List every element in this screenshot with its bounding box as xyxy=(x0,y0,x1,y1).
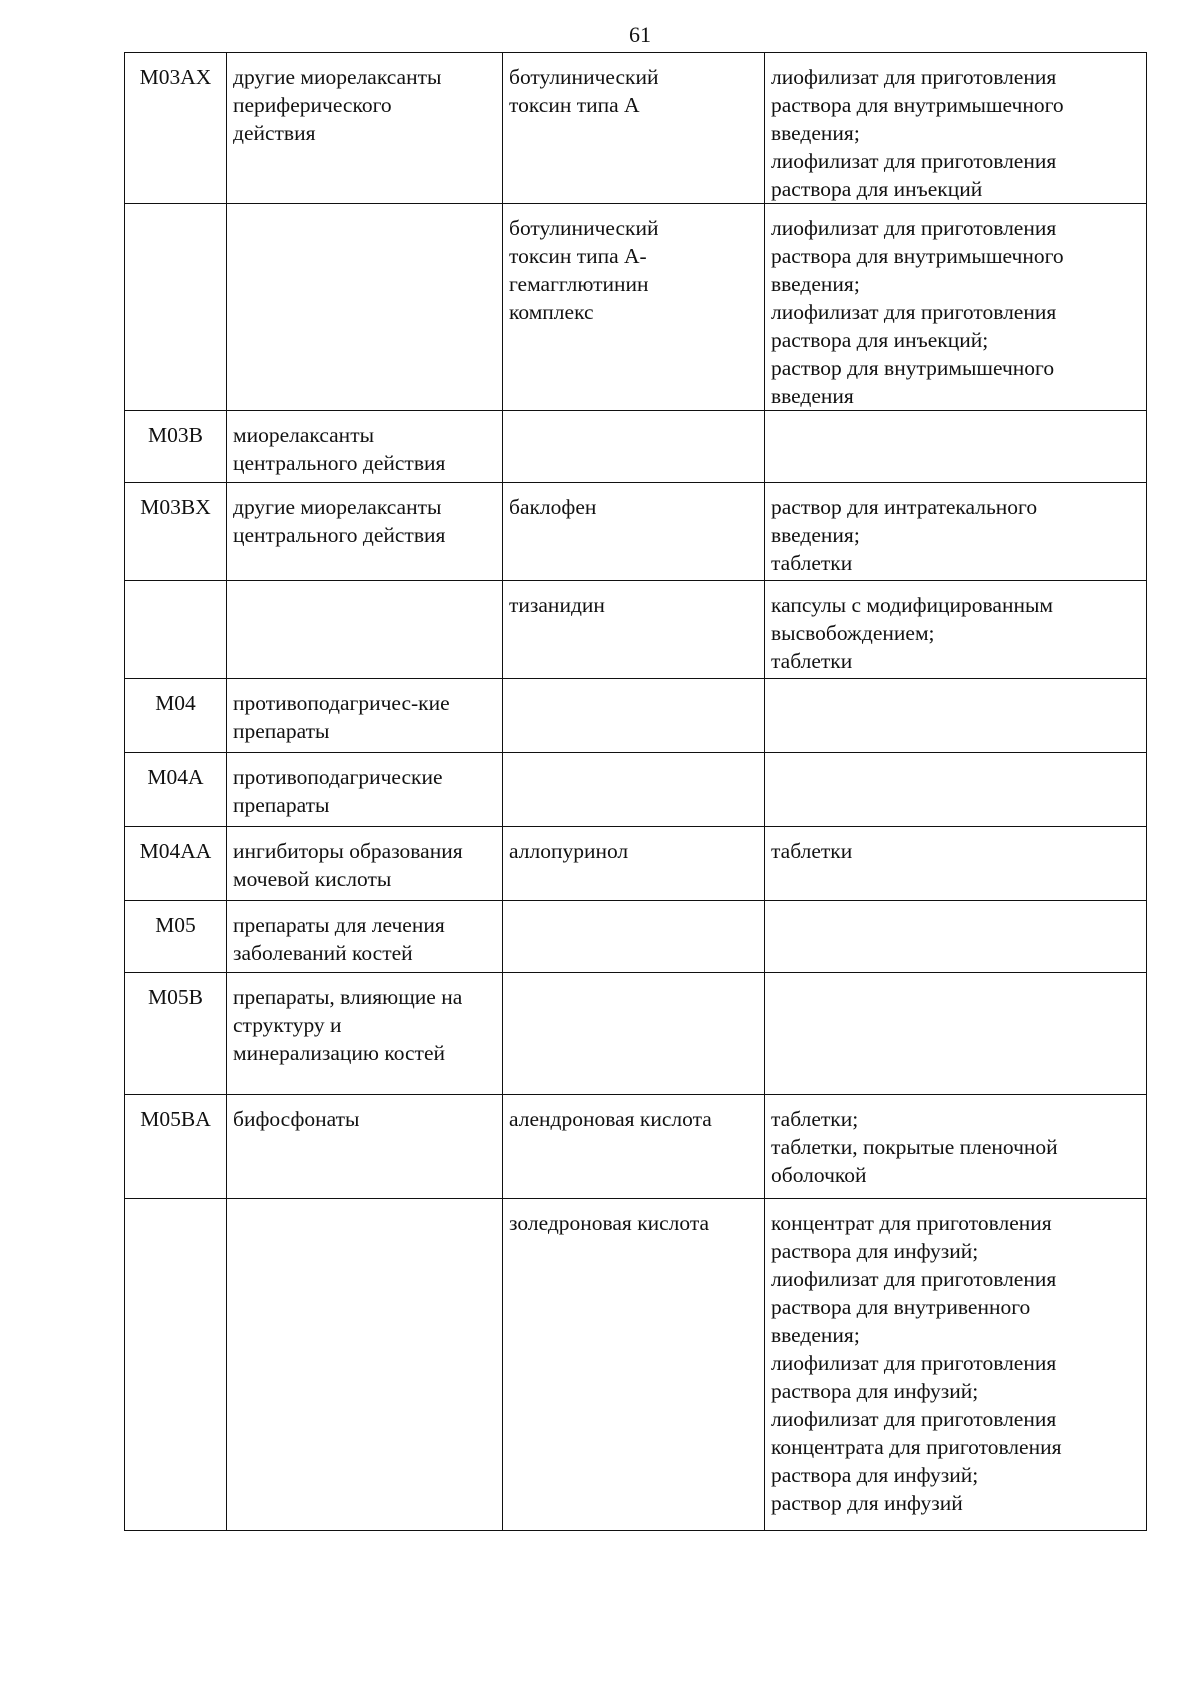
atc-code-cell: M03AX xyxy=(125,53,227,204)
drug-cell: аллопуринол xyxy=(503,827,765,901)
atc-code-cell: M04AA xyxy=(125,827,227,901)
drug-cell xyxy=(503,973,765,1095)
table-row xyxy=(125,679,1147,753)
group-cell: миорелаксанты центрального действия xyxy=(227,411,503,483)
group-cell: противоподагричес-кие препараты xyxy=(227,679,503,753)
table-row xyxy=(125,901,1147,973)
dosage-form-cell xyxy=(765,411,1147,483)
atc-code-cell: M03BX xyxy=(125,483,227,581)
drug-cell xyxy=(503,411,765,483)
dosage-form-cell: капсулы с модифицированным высвобождением; таблетки xyxy=(765,581,1147,679)
table-row xyxy=(125,204,1147,411)
atc-code-cell: M03B xyxy=(125,411,227,483)
dosage-form-cell xyxy=(765,679,1147,753)
dosage-form-cell: раствор для интратекального введения; таблетки xyxy=(765,483,1147,581)
page-number: 61 xyxy=(629,22,651,47)
dosage-form-cell xyxy=(765,901,1147,973)
dosage-form-cell: лиофилизат для приготовления раствора для внутримышечного введения; лиофилизат для приготовления раствора для инъекций; раствор для внутримышечного введения xyxy=(765,204,1147,411)
atc-code-cell: M05 xyxy=(125,901,227,973)
atc-code-cell: M04A xyxy=(125,753,227,827)
dosage-form-cell: таблетки xyxy=(765,827,1147,901)
dosage-form-cell: лиофилизат для приготовления раствора для внутримышечного введения; лиофилизат для приготовления раствора для инъекций xyxy=(765,53,1147,204)
drug-cell: золедроновая кислота xyxy=(503,1199,765,1531)
drug-cell: ботулинический токсин типа А- гемагглютинин комплекс xyxy=(503,204,765,411)
group-cell: противоподагрические препараты xyxy=(227,753,503,827)
table-row xyxy=(125,973,1147,1095)
table-row xyxy=(125,581,1147,679)
atc-code-cell xyxy=(125,581,227,679)
group-cell: другие миорелаксанты центрального действия xyxy=(227,483,503,581)
drug-cell: тизанидин xyxy=(503,581,765,679)
group-cell xyxy=(227,581,503,679)
table-row xyxy=(125,827,1147,901)
atc-code-cell xyxy=(125,1199,227,1531)
dosage-form-cell: таблетки; таблетки, покрытые пленочной оболочкой xyxy=(765,1095,1147,1199)
dosage-form-cell: концентрат для приготовления раствора для инфузий; лиофилизат для приготовления раствора для внутривенного введения; лиофилизат для приготовления раствора для инфузий; лиофилизат для приготовления концентрата для приготовления раствора для инфузий; раствор для инфузий xyxy=(765,1199,1147,1531)
atc-code-cell: M05BA xyxy=(125,1095,227,1199)
atc-code-cell: M04 xyxy=(125,679,227,753)
group-cell: другие миорелаксанты периферического действия xyxy=(227,53,503,204)
table-row xyxy=(125,483,1147,581)
drug-cell: алендроновая кислота xyxy=(503,1095,765,1199)
group-cell: препараты, влияющие на структуру и минерализацию костей xyxy=(227,973,503,1095)
drug-table xyxy=(124,52,1147,1531)
group-cell: препараты для лечения заболеваний костей xyxy=(227,901,503,973)
drug-cell xyxy=(503,753,765,827)
atc-code-cell: M05B xyxy=(125,973,227,1095)
table-row xyxy=(125,411,1147,483)
drug-cell xyxy=(503,679,765,753)
drug-cell: баклофен xyxy=(503,483,765,581)
table-row xyxy=(125,53,1147,204)
drug-cell xyxy=(503,901,765,973)
group-cell xyxy=(227,204,503,411)
dosage-form-cell xyxy=(765,973,1147,1095)
group-cell xyxy=(227,1199,503,1531)
table-row xyxy=(125,753,1147,827)
drug-cell: ботулинический токсин типа А xyxy=(503,53,765,204)
table-row xyxy=(125,1095,1147,1199)
group-cell: бифосфонаты xyxy=(227,1095,503,1199)
dosage-form-cell xyxy=(765,753,1147,827)
group-cell: ингибиторы образования мочевой кислоты xyxy=(227,827,503,901)
atc-code-cell xyxy=(125,204,227,411)
table-row xyxy=(125,1199,1147,1531)
